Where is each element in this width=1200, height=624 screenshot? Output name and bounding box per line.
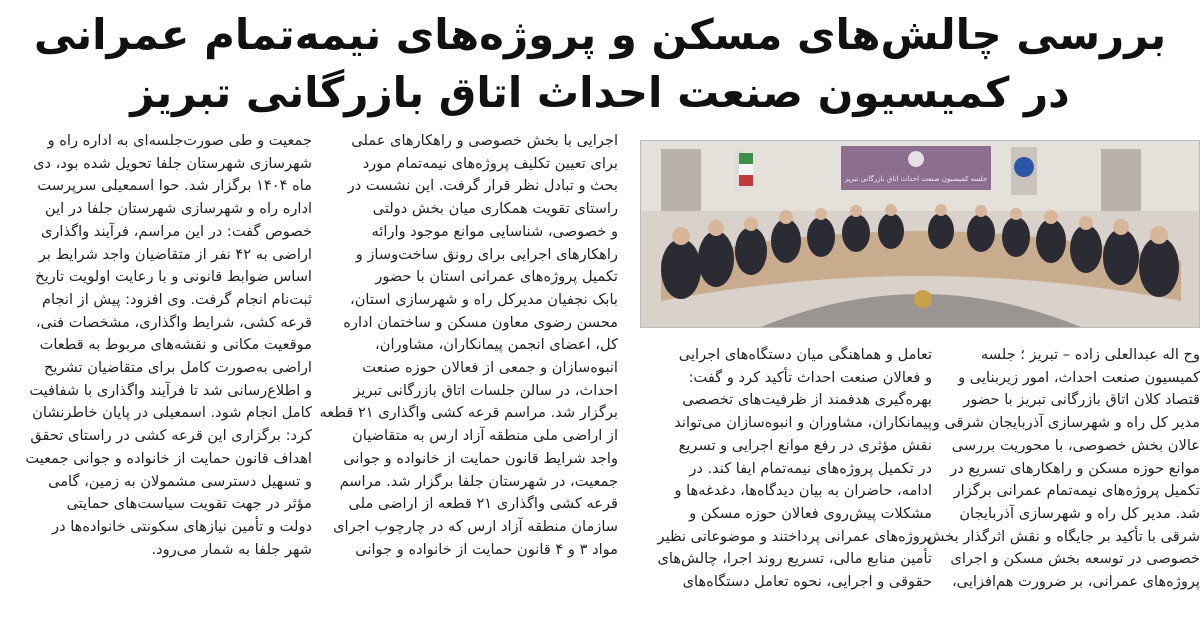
text-line: جمعیت و طی صورت‌جلسه‌ای به اداره راه و — [47, 132, 312, 149]
text-line: ادامه، حاضران به بیان دیدگاه‌ها، دغدغه‌ها و — [674, 482, 932, 500]
text-line: مدیر کل راه و شهرسازی آذربایجان شرقی و — [932, 414, 1200, 432]
text-line: ماه ۱۴۰۴ برگزار شد. حوا اسمعیلی سرپرست — [37, 177, 312, 195]
text-line: بابک نجفیان مدیرکل راه و شهرسازی استان، — [350, 290, 618, 308]
text-line: شد. مدیر کل راه و شهرسازی آذربایجان — [959, 504, 1200, 522]
text-line: واجد شرایط قانون حمایت از خانواده و جوانی — [343, 449, 618, 467]
text-line: انبوه‌سازان و جمعی از فعالان حوزه صنعت — [362, 359, 618, 377]
text-line: مشکلات پیش‌روی فعالان حوزه مسکن و — [689, 504, 932, 522]
text-line: تکمیل پروژه‌های نیمه‌تمام عمرانی برگزار — [953, 482, 1200, 500]
text-line: پروژه‌های عمرانی، بر ضرورت هم‌افزایی، — [951, 573, 1200, 591]
text-line: تأمین منابع مالی، تسریع روند اجرا، چالش‌های — [657, 550, 932, 568]
text-line: برگزار شد. مراسم قرعه کشی واگذاری ۲۱ قطعه — [319, 404, 618, 422]
text-line: کرد: برگزاری این قرعه کشی در راستای تحقق — [30, 427, 312, 445]
text-line: عالان بخش خصوصی، با محوریت بررسی — [951, 436, 1200, 454]
text-line: کامل انجام شود. اسمعیلی در پایان خاطرنشان — [32, 404, 312, 422]
text-line: اراضی به‌صورت کامل برای متقاضیان تشریح — [44, 359, 312, 377]
text-line: خصوص گفت: در این مراسم، فرآیند واگذاری — [40, 222, 312, 240]
text-line: مواد ۳ و ۴ قانون حمایت از خانواده و جوانی — [355, 540, 618, 558]
text-line: تعامل و هماهنگی میان دستگاه‌های اجرایی — [678, 346, 932, 363]
text-line: اجرایی با بخش خصوصی و راهکارهای عملی — [351, 132, 618, 149]
text-line: حقوقی و اجرایی، نحوه تعامل دستگاه‌های — [682, 573, 932, 591]
text-line: جمعیت، در شهرستان جلفا برگزار شد. مراسم — [339, 472, 618, 490]
text-line: نقش مؤثری در رفع موانع اجرایی و تسریع — [678, 436, 932, 454]
text-line: شهر جلفا به شمار می‌رود. — [151, 540, 312, 558]
text-line: و اطلاع‌رسانی شد تا فرآیند واگذاری با شفافیت — [29, 381, 312, 399]
article-column-1 — [926, 344, 1200, 624]
text-line: شرقی با تأکید بر جایگاه و نقش اثرگذار بخش — [926, 527, 1200, 545]
meeting-photo-illustration — [641, 141, 1199, 327]
text-line: بهره‌گیری هدفمند از ظرفیت‌های تخصصی — [682, 391, 932, 409]
article-column-2 — [632, 344, 932, 624]
text-line: مؤثر در جهت تقویت سیاست‌های حمایتی — [66, 495, 312, 513]
text-line: و فعالان صنعت احداث تأکید کرد و گفت: — [688, 368, 932, 386]
text-line: شهرسازی شهرستان جلفا تحویل شده بود، دی — [33, 154, 312, 172]
text-line: بحث و تبادل نظر قرار گرفت. این نشست در — [347, 177, 618, 195]
headline-line-2: در کمیسیون صنعت احداث اتاق بازرگانی تبریز — [130, 68, 1070, 117]
text-line: پیمانکاران، مشاوران و انبوه‌سازان می‌تواند — [674, 414, 932, 432]
text-line: راهکارهای اجرایی برای رونق ساخت‌وساز و — [355, 245, 618, 263]
text-line: کل، اعضای انجمن پیمانکاران، مشاوران، — [375, 336, 618, 354]
text-line: خصوصی در توسعه بخش مسکن و اجرای — [950, 550, 1200, 568]
meeting-photo — [640, 140, 1200, 328]
text-line: اساس ضوابط قانونی و با رعایت اولویت تاریخ — [35, 268, 312, 286]
photo-banner-text: جلسه کمیسیون صنعت احداث اتاق بازرگانی تبریز — [844, 175, 988, 183]
text-line: و خصوصی، شناسایی موانع موجود وارائه — [371, 222, 618, 240]
text-line: پروژه‌های عمرانی پرداختند و موضوعاتی نظیر — [657, 527, 932, 545]
text-line: اهداف قانون حمایت از خانواده و جوانی جمعیت — [25, 449, 312, 467]
text-line: سازمان منطقه آزاد ارس که در چارچوب اجرای — [333, 517, 618, 535]
text-line: برای تعیین تکلیف پروژه‌های نیمه‌تمام مورد — [362, 154, 618, 172]
article-column-4 — [12, 130, 312, 624]
text-line: قرعه کشی، شرایط واگذاری، مشخصات فنی، — [35, 313, 312, 331]
headline — [0, 6, 1200, 122]
text-line: تکمیل پروژه‌های عمرانی استان با حضور — [375, 268, 618, 286]
text-line: کمیسیون صنعت احداث، امور زیربنایی و — [958, 368, 1200, 386]
article-column-3 — [319, 130, 618, 624]
text-line: قتصاد کلان اتاق بازرگانی تبریز با حضور — [963, 391, 1200, 409]
text-line: محسن رضوی معاون مسکن و ساختمان اداره — [343, 313, 618, 331]
headline-line-1: بررسی چالش‌های مسکن و پروژه‌های نیمه‌تمام عمرانی — [33, 10, 1167, 59]
text-line: وح اله عبدالعلی زاده – تبریز ؛ جلسه — [980, 346, 1200, 363]
text-line: راستای تقویت همکاری میان بخش دولتی — [372, 200, 618, 218]
text-line: دولت و تأمین نیازهای سکونتی خانواده‌ها در — [52, 517, 312, 535]
text-line: موقعیت مکانی و نقشه‌های مربوط به قطعات — [39, 336, 312, 354]
text-line: اداره راه و شهرسازی شهرستان جلفا در این — [45, 200, 312, 218]
text-line: اراضی به ۴۲ نفر از متقاضیان واجد شرایط بر — [38, 245, 312, 263]
text-line: قرعه کشی واگذاری ۲۱ قطعه از اراضی ملی — [348, 495, 618, 513]
text-line: احداث، در سالن جلسات اتاق بازرگانی تبریز — [353, 381, 618, 399]
text-line: از اراضی ملی منطقه آزاد ارس به متقاضیان — [352, 427, 618, 445]
text-line: ثبت‌نام انجام گرفت. وی افزود: پیش از انجام — [42, 290, 312, 308]
text-line: موانع حوزه مسکن و راهکارهای تسریع در — [950, 459, 1200, 477]
text-line: در تکمیل پروژه‌های نیمه‌تمام ایفا کند. در — [689, 459, 932, 477]
text-line: و تسهیل دسترسی مشمولان به زمین، گامی — [48, 472, 312, 490]
